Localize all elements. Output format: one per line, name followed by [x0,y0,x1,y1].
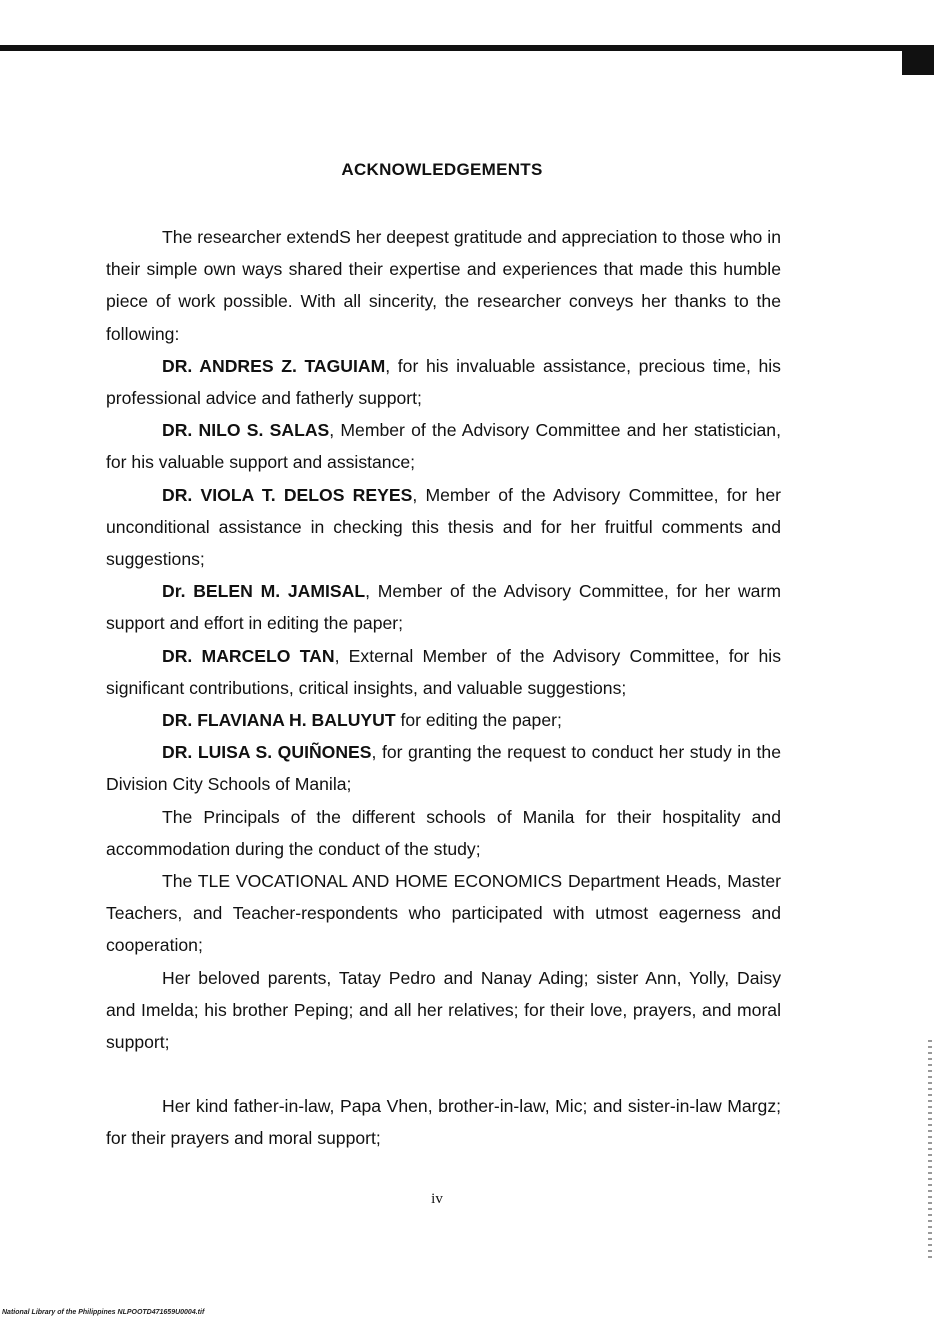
acknowledgement-paragraph: DR. MARCELO TAN, External Member of the Advisory Committee, for his significant contributions, critical insights, and valuable suggestions; [106,645,781,698]
intro-paragraph: The researcher extendS her deepest gratitude and appreciation to those who in their simple own ways shared their expertise and experiences that made this humble piece of work possible. With all sincerity, the researcher conveys her thanks to the following: [106,227,781,344]
acknowledgement-paragraph: DR. NILO S. SALAS, Member of the Advisory Committee and her statistician, for his valuable support and assistance; [106,420,781,473]
acknowledged-name: DR. LUISA S. QUIÑONES [162,742,372,763]
scan-edge-bar [0,45,934,51]
scan-footer-stamp: National Library of the Philippines NLPOOTD471659U0004.tif [2,1309,205,1316]
acknowledgement-paragraph: Her beloved parents, Tatay Pedro and Nanay Ading; sister Ann, Yolly, Daisy and Imelda; his brother Peping; and all her relatives; for their love, prayers, and moral support; [106,967,781,1053]
acknowledgement-paragraph: DR. VIOLA T. DELOS REYES, Member of the Advisory Committee, for her unconditional assistance in checking this thesis and for her fruitful comments and suggestions; [106,484,781,570]
acknowledged-name: DR. ANDRES Z. TAGUIAM [162,355,386,376]
acknowledgement-body [106,221,781,1155]
acknowledgement-paragraph: The TLE VOCATIONAL AND HOME ECONOMICS Department Heads, Master Teachers, and Teacher-respondents who participated with utmost eagerness and cooperation; [106,871,781,956]
acknowledged-name: DR. NILO S. SALAS [162,420,330,441]
acknowledged-name: DR. VIOLA T. DELOS REYES [162,484,413,505]
scan-edge-noise [928,1040,932,1260]
page-number: iv [431,1191,443,1207]
acknowledgement-paragraph: The Principals of the different schools of Manila for their hospitality and accommodation during the conduct of the study; [106,806,781,859]
acknowledgement-paragraph: DR. FLAVIANA H. BALUYUT for editing the paper; [162,710,562,731]
acknowledgement-paragraph: DR. ANDRES Z. TAGUIAM, for his invaluable assistance, precious time, his professional advice and fatherly support; [106,355,781,409]
acknowledgement-paragraph: Her kind father-in-law, Papa Vhen, brother-in-law, Mic; and sister-in-law Margz; for their prayers and moral support; [106,1096,781,1149]
acknowledgement-paragraph: DR. LUISA S. QUIÑONES, for granting the request to conduct her study in the Division City Schools of Manila; [106,742,782,795]
acknowledged-name: Dr. BELEN M. JAMISAL [162,581,366,602]
acknowledged-name: DR. FLAVIANA H. BALUYUT [162,710,396,731]
page-title: ACKNOWLEDGEMENTS [341,160,543,179]
scan-corner-mark [902,45,934,75]
acknowledgement-paragraph: Dr. BELEN M. JAMISAL, Member of the Advisory Committee, for her warm support and effort in editing the paper; [106,581,781,634]
acknowledged-name: DR. MARCELO TAN [162,645,335,666]
